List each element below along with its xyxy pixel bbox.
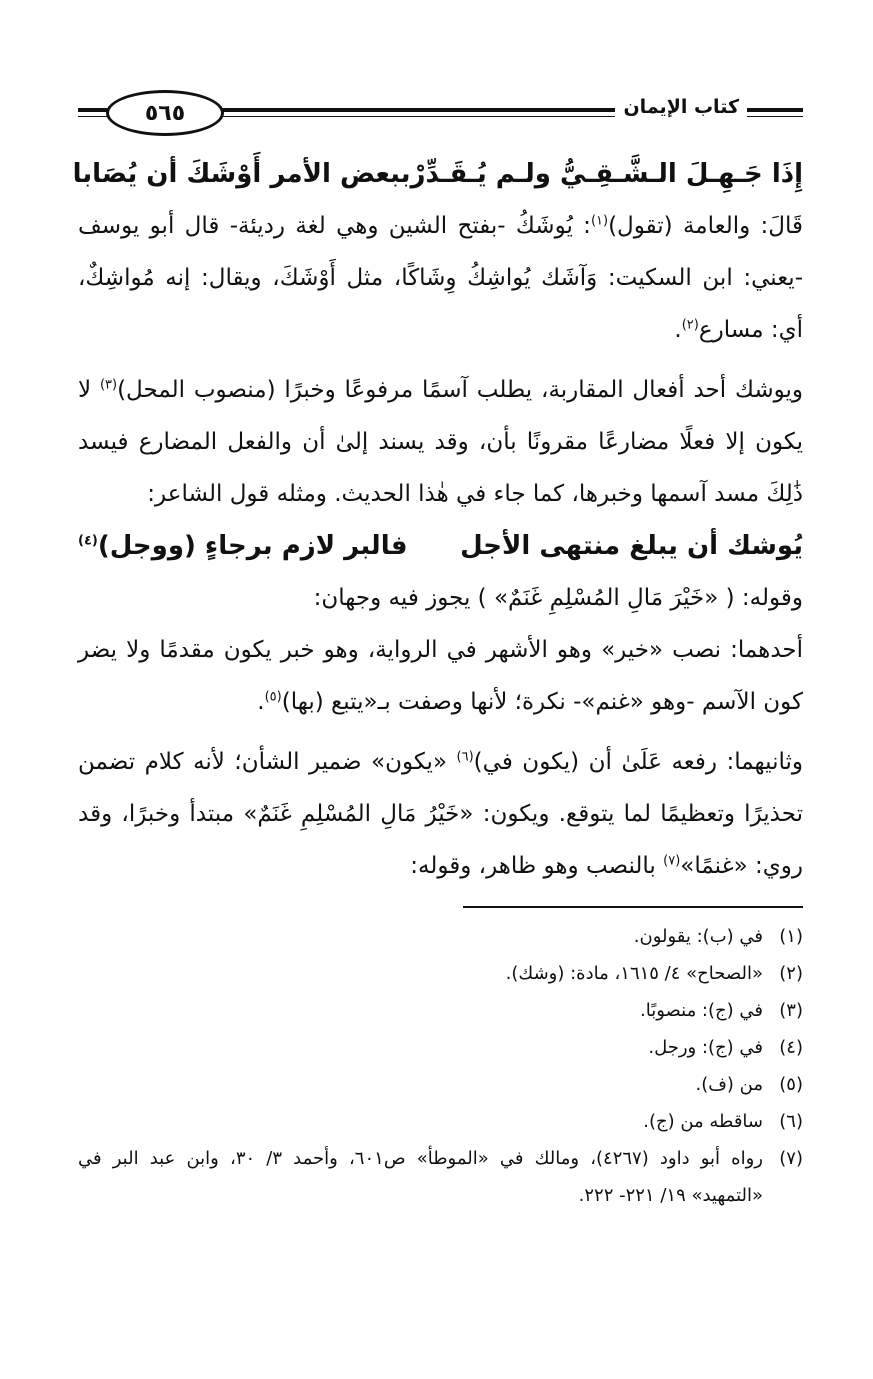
footnote-7	[78, 1140, 803, 1214]
footnote-1	[78, 918, 803, 955]
footnote-4	[78, 1029, 803, 1066]
body-paragraph-3	[78, 572, 803, 624]
p2-text-b: لا يكون إلا فعلًا مضارعًا مقرونًا بأن، وقد يسند إلىٰ أن والفعل المضارع فيسد ذَٰلِكَ مسد آسمها وخبرها، كما جاء في هٰذا الحديث. ومثله قول الشاعر:	[78, 377, 803, 507]
verse-2-second-text: فالبر لازم برجاءٍ (ووجل)	[97, 531, 408, 561]
footnote-3-num: (٣)	[779, 1000, 803, 1021]
body-paragraph-5	[78, 736, 803, 892]
footnote-5-num: (٥)	[779, 1074, 803, 1095]
p4-text-a: أحدهما: نصب «خير» وهو الأشهر في الرواية، وهو خبر يكون مقدمًا ولا يضر كون الآسم -وهو «غنم»- نكرة؛ لأنها وصفت بـ«يتبع (بها)	[78, 637, 803, 715]
body-paragraph-1	[78, 200, 803, 356]
footnote-4-num: (٤)	[779, 1037, 803, 1058]
footnote-5-text: من (ف).	[695, 1074, 763, 1095]
footnote-ref-5[interactable]: (٥)	[264, 689, 282, 705]
footnote-6-num: (٦)	[779, 1111, 803, 1132]
p5-text-c: بالنصب وهو ظاهر، وقوله:	[410, 853, 664, 879]
body-paragraph-2	[78, 364, 803, 520]
page-header	[78, 70, 803, 148]
footnote-ref-6[interactable]: (٦)	[456, 749, 474, 765]
verse-line-2	[78, 520, 803, 572]
footnote-3	[78, 992, 803, 1029]
p1-text-c: .	[674, 317, 682, 343]
body-paragraph-4	[78, 624, 803, 728]
verse-1-first-hemistich: إِذَا جَـهِـلَ الـشَّـقِـيُّ ولـم يُـقَـدِّرْ	[410, 159, 803, 189]
footnote-2-num: (٢)	[779, 963, 803, 984]
p5-text-b: «يكون» ضمير الشأن؛ لأنه كلام تضمن تحذيرًا وتعظيمًا لما يتوقع. ويكون: «خَيْرُ مَالِ المُسْلِمِ غَنَمٌ» مبتدأ وخبرًا، وقد روي: «غنمًا»	[78, 749, 803, 879]
footnote-ref-1[interactable]: (١)	[590, 213, 609, 229]
footnote-ref-2[interactable]: (٢)	[681, 317, 699, 333]
p5-text-a: وثانيهما: رفعه عَلَىٰ أن (يكون في)	[473, 749, 803, 775]
verse-2-first-hemistich: يُوشك أن يبلغ منتهى الأجل	[460, 531, 803, 561]
footnote-4-text: في (ج): ورجل.	[648, 1037, 763, 1058]
verse-2-second-hemistich	[78, 520, 407, 572]
footnote-ref-7[interactable]: (٧)	[663, 853, 681, 869]
footnote-2	[78, 955, 803, 992]
footnote-6-text: ساقطه من (ج).	[643, 1111, 763, 1132]
footnote-1-num: (١)	[779, 926, 803, 947]
footnote-7-num: (٧)	[779, 1148, 803, 1169]
footnote-list	[78, 918, 803, 1214]
footnote-3-text: في (ج): منصوبًا.	[640, 1000, 763, 1021]
p4-text-b: .	[257, 689, 265, 715]
verse-line-1	[72, 148, 803, 200]
p1-text-b: : يُوشَكُ -بفتح الشين وهي لغة رديئة- قال أبو يوسف -يعني: ابن السكيت: وَآشَك يُواشِكُ وِشَاكًا، مثل أَوْشَكَ، ويقال: إنه مُواشِكٌ، أي: مسارع	[78, 213, 803, 343]
footnote-ref-3[interactable]: (٣)	[99, 377, 118, 393]
verse-1-second-hemistich: ببعض الأمر أَوْشَكَ أن يُصَابا	[72, 159, 411, 189]
p3-text: وقوله: ( «خَيْرَ مَالِ المُسْلِمِ غَنَمٌ» ) يجوز فيه وجهان:	[313, 585, 803, 611]
page	[72, 70, 804, 1214]
page-number: ٥٦٥	[106, 90, 224, 136]
footnote-separator	[463, 906, 803, 908]
footnote-7-text: رواه أبو داود (٤٢٦٧)، ومالك في «الموطأ» ص٦٠١، وأحمد ٣/ ٣٠، وابن عبد البر في «التمهيد» ١٩/ ٢٢١- ٢٢٢.	[78, 1148, 763, 1206]
footnote-1-text: في (ب): يقولون.	[633, 926, 763, 947]
p2-text-a: ويوشك أحد أفعال المقاربة، يطلب آسمًا مرفوعًا وخبرًا (منصوب المحل)	[117, 377, 803, 403]
footnote-6	[78, 1103, 803, 1140]
book-title: كتاب الإيمان	[615, 96, 747, 118]
footnote-5	[78, 1066, 803, 1103]
footnote-ref-4[interactable]: (٤)	[78, 533, 98, 549]
footnote-2-text: «الصحاح» ٤/ ١٦١٥، مادة: (وشك).	[505, 963, 763, 984]
p1-text-a: قَالَ: والعامة (تقول)	[608, 213, 804, 239]
